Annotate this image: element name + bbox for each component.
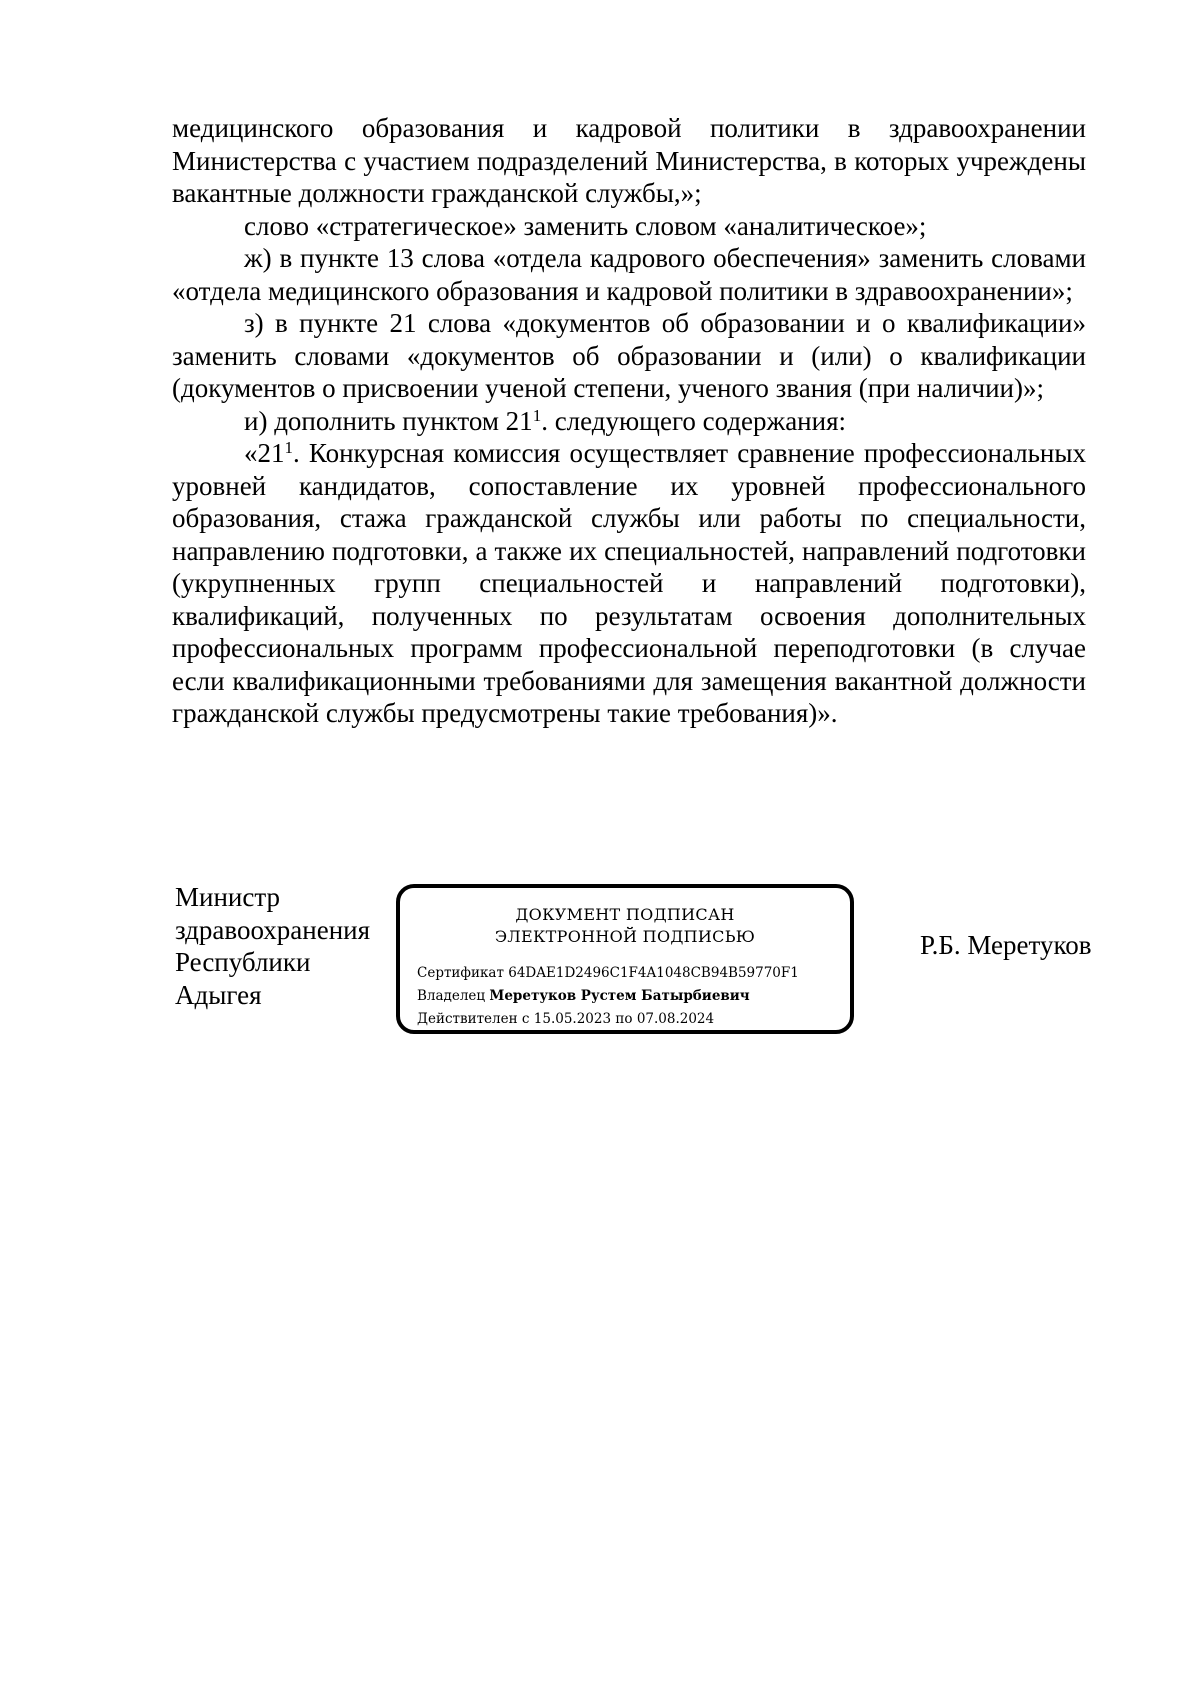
signer-name: Р.Б. Меретуков [920, 930, 1092, 960]
paragraph-4: з) в пункте 21 слова «документов об образовании и о квалификации» заменить словами «документов об образовании и (или) о квалификации (документов о присвоении ученой степени, ученого звания (при наличии)»; [172, 308, 1086, 403]
paragraph-5-text: и) дополнить пунктом 21 [244, 405, 533, 436]
stamp-heading-line: ЭЛЕКТРОННОЙ ПОДПИСЬЮ [494, 927, 756, 946]
document-body [172, 112, 1086, 730]
paragraph-6 [172, 437, 1086, 730]
owner-label: Владелец [417, 988, 486, 1004]
signatory-title-line: здравоохранения [175, 914, 371, 945]
paragraph-5-superscript: 1 [532, 405, 542, 425]
paragraph-3: ж) в пункте 13 слова «отдела кадрового обеспечения» заменить словами «отдела медицинского образования и кадровой политики в здравоохранении»; [172, 243, 1086, 306]
paragraph-6-text: «21 [244, 438, 285, 468]
paragraph-6-superscript: 1 [284, 438, 293, 457]
electronic-signature-stamp [396, 884, 854, 1034]
signatory-title-line: Министр [175, 882, 280, 912]
signatory-title-line: Адыгея [175, 979, 262, 1010]
certificate-value: 64DAE1D2496C1F4A1048CB94B59770F1 [508, 965, 799, 981]
valid-from-date: 15.05.2023 [533, 1011, 612, 1027]
stamp-certificate [417, 962, 799, 985]
paragraph-5-text-end: . следующего содержания: [541, 405, 846, 436]
valid-to-date: 07.08.2024 [636, 1011, 715, 1027]
valid-label: Действителен [417, 1011, 518, 1027]
stamp-details [417, 962, 799, 1031]
owner-value: Меретуков Рустем Батырбиевич [489, 988, 750, 1004]
stamp-owner [417, 985, 799, 1008]
paragraph-6-text-end: . Конкурсная комиссия осуществляет сравнение профессиональных уровней кандидатов, сопоставление их уровней профессионального образования, стажа гражданской службы или работы по специальности, направлению подготовки, а также их специальностей, направлений подготовки (укрупненных групп специальностей и направлений подготовки), квалификаций, полученных по результатам освоения дополнительных профессиональных программ профессиональной переподготовки (в случае если квалификационными требованиями для замещения вакантной должности гражданской службы предусмотрены такие требования)». [172, 438, 1086, 728]
paragraph-1: медицинского образования и кадровой политики в здравоохранении Министерства с участием подразделений Министерства, в которых учреждены вакантные должности гражданской службы,»; [172, 113, 1086, 208]
valid-to-label: по [615, 1011, 633, 1027]
valid-from-label: с [521, 1011, 530, 1027]
stamp-heading-line: ДОКУМЕНТ ПОДПИСАН [515, 905, 735, 924]
paragraph-2: слово «стратегическое» заменить словом «аналитическое»; [244, 210, 927, 241]
certificate-label: Сертификат [417, 965, 504, 981]
paragraph-5 [172, 405, 1086, 438]
signatory-title [175, 881, 385, 1011]
stamp-validity [417, 1008, 799, 1031]
signatory-title-line: Республики [175, 947, 311, 977]
stamp-heading [400, 904, 850, 948]
